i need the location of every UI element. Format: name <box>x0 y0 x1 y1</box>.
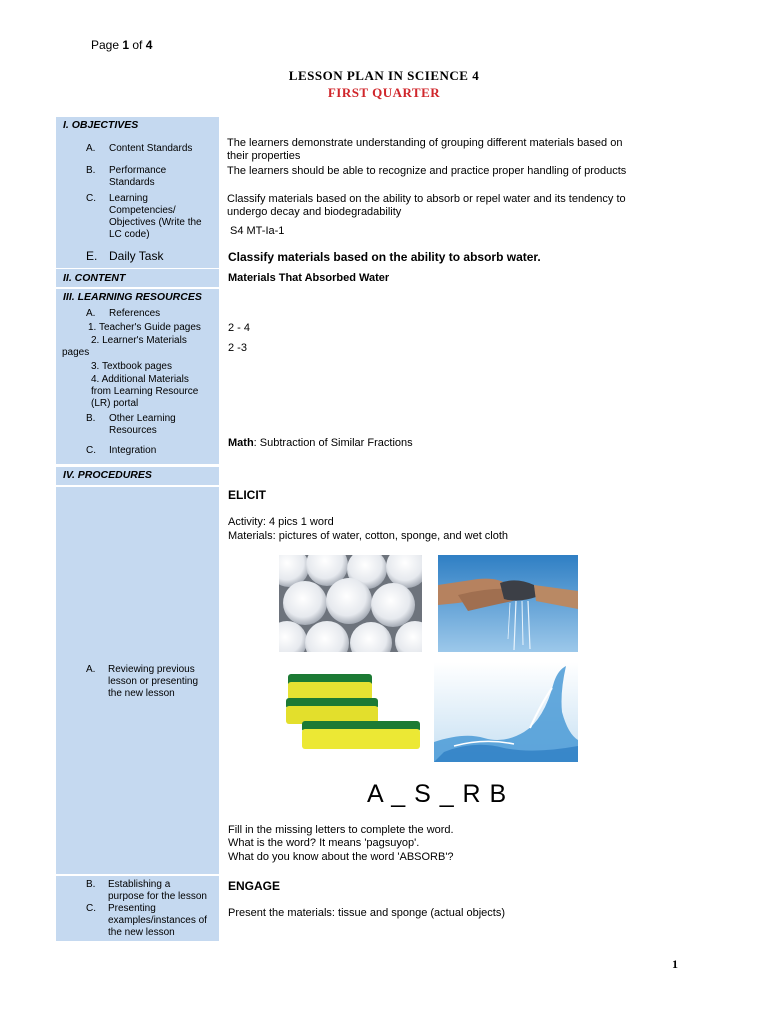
integration-subject: Math <box>228 437 254 449</box>
procedure-b-label: Establishing a purpose for the lesson <box>108 879 207 902</box>
additional-materials-label: 4. Additional Materials from Learning Resource (LR) portal <box>91 374 199 409</box>
lc-code: S4 MT-Ia-1 <box>230 225 285 237</box>
water-splash-image <box>434 662 578 762</box>
sponge-stack-image <box>284 668 423 753</box>
textbook-pages-label: 3. Textbook pages <box>91 361 172 372</box>
procedure-c-letter: C. <box>86 903 96 914</box>
objective-c-label: Learning Competencies/ Objectives (Write the LC code) <box>109 193 202 240</box>
content-standards-text: The learners demonstrate understanding of grouping different materials based on their properties <box>227 137 623 162</box>
content-text: Materials That Absorbed Water <box>228 272 390 284</box>
objective-c-letter: C. <box>86 193 96 204</box>
page-label: Page <box>91 38 123 52</box>
learning-competencies-text: Classify materials based on the ability to absorb or repel water and its tendency to undergo decay and biodegradability <box>227 193 626 218</box>
page-current: 1 <box>122 38 130 52</box>
objective-a-letter: A. <box>86 143 96 154</box>
page-indicator <box>91 38 152 52</box>
objective-e-label: Daily Task <box>109 249 164 263</box>
objective-a-label: Content Standards <box>109 143 193 154</box>
page-of: of <box>129 38 146 52</box>
lesson-title: LESSON PLAN IN SCIENCE 4 <box>288 68 480 83</box>
integration-text <box>228 437 413 450</box>
procedure-a-letter: A. <box>86 664 96 675</box>
objective-e-letter: E. <box>86 249 98 263</box>
learners-materials-label: 2. Learner's Materials pages <box>62 335 187 358</box>
question-3: What do you know about the word 'ABSORB'? <box>228 851 454 863</box>
materials-text: Materials: pictures of water, cotton, sponge, and wet cloth <box>228 530 509 542</box>
procedure-c-label: Presenting examples/instances of the new lesson <box>108 903 207 938</box>
teachers-guide-pages: 2 - 4 <box>228 322 251 334</box>
engage-title: ENGAGE <box>228 879 281 893</box>
performance-standards-text: The learners should be able to recognize and practice proper handling of products <box>227 165 627 177</box>
resources-b-letter: B. <box>86 413 96 424</box>
lesson-subtitle: FIRST QUARTER <box>327 85 441 100</box>
integration-description: : Subtraction of Similar Fractions <box>253 437 413 449</box>
word-puzzle: A _ S _ R B <box>367 780 508 808</box>
content-heading: II. CONTENT <box>63 272 126 284</box>
resources-b-label: Other Learning Resources <box>109 413 176 436</box>
question-2: What is the word? It means 'pagsuyop'. <box>228 837 420 849</box>
objective-b-letter: B. <box>86 165 96 176</box>
page-total: 4 <box>145 38 153 52</box>
question-1: Fill in the missing letters to complete the word. <box>228 824 454 836</box>
cotton-balls-image <box>279 555 422 652</box>
resources-a-letter: A. <box>86 308 96 319</box>
footer-page-number: 1 <box>672 957 678 971</box>
resources-c-label: Integration <box>109 445 157 456</box>
wringing-cloth-image <box>438 555 578 652</box>
resources-a-label: References <box>109 308 161 319</box>
procedure-b-letter: B. <box>86 879 96 890</box>
procedures-heading: IV. PROCEDURES <box>63 469 152 481</box>
objective-b-label: Performance Standards <box>109 165 167 188</box>
activity-text: Activity: 4 pics 1 word <box>228 516 334 528</box>
procedure-a-label: Reviewing previous lesson or presenting the new lesson <box>108 664 199 699</box>
resources-c-letter: C. <box>86 445 96 456</box>
resources-heading: III. LEARNING RESOURCES <box>63 291 202 303</box>
teachers-guide-label: 1. Teacher's Guide pages <box>88 322 201 333</box>
elicit-title: ELICIT <box>228 488 266 502</box>
daily-task-text: Classify materials based on the ability to absorb water. <box>228 250 541 264</box>
engage-text: Present the materials: tissue and sponge (actual objects) <box>228 907 505 919</box>
learners-materials-pages: 2 -3 <box>228 342 247 354</box>
objectives-heading: I. OBJECTIVES <box>63 119 139 131</box>
